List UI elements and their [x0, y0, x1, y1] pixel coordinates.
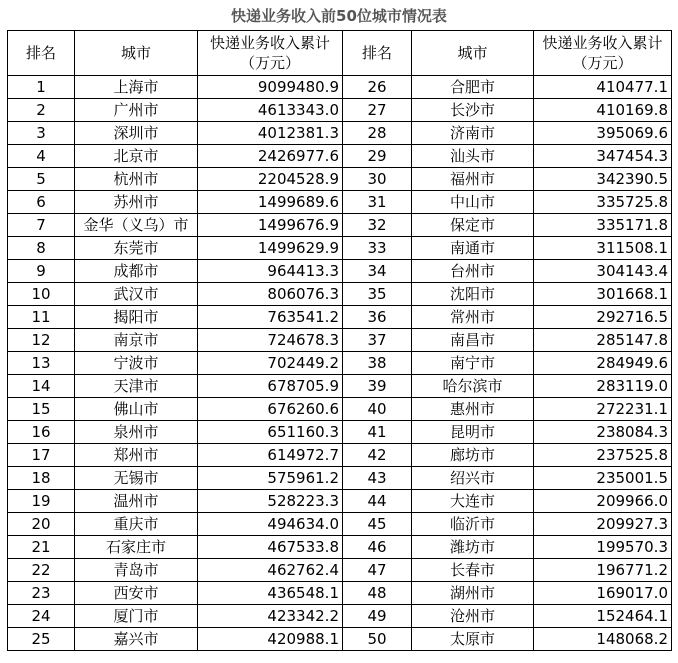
- cell-right-city: 绍兴市: [412, 467, 534, 490]
- cell-left-rank: 20: [8, 513, 75, 536]
- cell-right-value: 209927.3: [534, 513, 672, 536]
- cell-left-rank: 23: [8, 582, 75, 605]
- header-city-right: 城市: [412, 31, 534, 76]
- cell-left-value: 575961.2: [198, 467, 343, 490]
- cell-right-value: 410477.1: [534, 76, 672, 99]
- cell-right-value: 237525.8: [534, 444, 672, 467]
- cell-left-city: 佛山市: [75, 398, 198, 421]
- table-row: [8, 214, 672, 237]
- cell-left-value: 528223.3: [198, 490, 343, 513]
- cell-left-city: 深圳市: [75, 122, 198, 145]
- cell-right-city: 南通市: [412, 237, 534, 260]
- cell-left-city: 苏州市: [75, 191, 198, 214]
- cell-left-rank: 11: [8, 306, 75, 329]
- cell-left-city: 揭阳市: [75, 306, 198, 329]
- cell-right-rank: 50: [343, 628, 412, 651]
- cell-right-value: 169017.0: [534, 582, 672, 605]
- cell-right-value: 199570.3: [534, 536, 672, 559]
- cell-left-rank: 21: [8, 536, 75, 559]
- table-row: [8, 444, 672, 467]
- cell-right-value: 196771.2: [534, 559, 672, 582]
- cell-right-rank: 49: [343, 605, 412, 628]
- cell-left-rank: 2: [8, 99, 75, 122]
- cell-right-value: 272231.1: [534, 398, 672, 421]
- cell-right-value: 285147.8: [534, 329, 672, 352]
- header-city-left: 城市: [75, 31, 198, 76]
- cell-right-rank: 47: [343, 559, 412, 582]
- cell-right-rank: 38: [343, 352, 412, 375]
- table-row: [8, 122, 672, 145]
- cell-right-value: 283119.0: [534, 375, 672, 398]
- cell-right-rank: 45: [343, 513, 412, 536]
- cell-left-city: 广州市: [75, 99, 198, 122]
- cell-right-rank: 29: [343, 145, 412, 168]
- cell-left-city: 南京市: [75, 329, 198, 352]
- table-row: [8, 513, 672, 536]
- cell-left-city: 天津市: [75, 375, 198, 398]
- cell-right-value: 311508.1: [534, 237, 672, 260]
- table-row: [8, 467, 672, 490]
- cell-left-city: 石家庄市: [75, 536, 198, 559]
- header-value-line2: （万元）: [239, 54, 300, 72]
- cell-left-value: 436548.1: [198, 582, 343, 605]
- cell-left-city: 青岛市: [75, 559, 198, 582]
- cell-right-value: 235001.5: [534, 467, 672, 490]
- table-row: [8, 237, 672, 260]
- cell-right-city: 福州市: [412, 168, 534, 191]
- cell-left-value: 614972.7: [198, 444, 343, 467]
- cell-right-city: 沧州市: [412, 605, 534, 628]
- cell-left-value: 964413.3: [198, 260, 343, 283]
- cell-right-city: 惠州市: [412, 398, 534, 421]
- cell-right-rank: 48: [343, 582, 412, 605]
- cell-left-city: 嘉兴市: [75, 628, 198, 651]
- cell-left-city: 温州市: [75, 490, 198, 513]
- cell-right-value: 335725.8: [534, 191, 672, 214]
- cell-left-value: 423342.2: [198, 605, 343, 628]
- cell-left-value: 676260.6: [198, 398, 343, 421]
- cell-left-rank: 3: [8, 122, 75, 145]
- cell-right-city: 保定市: [412, 214, 534, 237]
- cell-left-rank: 24: [8, 605, 75, 628]
- header-rank-right: 排名: [343, 31, 412, 76]
- header-row: [8, 31, 672, 76]
- express-revenue-table: [7, 30, 672, 651]
- cell-left-value: 2426977.6: [198, 145, 343, 168]
- cell-left-rank: 7: [8, 214, 75, 237]
- cell-right-rank: 33: [343, 237, 412, 260]
- cell-left-city: 金华（义乌）市: [75, 214, 198, 237]
- cell-left-rank: 22: [8, 559, 75, 582]
- cell-left-rank: 12: [8, 329, 75, 352]
- table-row: [8, 306, 672, 329]
- cell-left-value: 467533.8: [198, 536, 343, 559]
- cell-right-value: 395069.6: [534, 122, 672, 145]
- cell-right-value: 209966.0: [534, 490, 672, 513]
- cell-right-city: 汕头市: [412, 145, 534, 168]
- cell-right-value: 335171.8: [534, 214, 672, 237]
- cell-left-value: 1499676.9: [198, 214, 343, 237]
- cell-right-rank: 34: [343, 260, 412, 283]
- table-row: [8, 145, 672, 168]
- cell-left-rank: 13: [8, 352, 75, 375]
- header-value-line1: 快递业务收入累计: [542, 34, 663, 52]
- cell-right-value: 347454.3: [534, 145, 672, 168]
- cell-right-rank: 37: [343, 329, 412, 352]
- cell-right-city: 长春市: [412, 559, 534, 582]
- cell-left-rank: 9: [8, 260, 75, 283]
- cell-right-city: 太原市: [412, 628, 534, 651]
- cell-right-city: 中山市: [412, 191, 534, 214]
- cell-left-rank: 15: [8, 398, 75, 421]
- table-row: [8, 260, 672, 283]
- header-value-line1: 快递业务收入累计: [209, 34, 330, 52]
- header-value-line2: （万元）: [572, 54, 633, 72]
- table-row: [8, 329, 672, 352]
- cell-left-city: 北京市: [75, 145, 198, 168]
- cell-left-city: 重庆市: [75, 513, 198, 536]
- cell-left-city: 无锡市: [75, 467, 198, 490]
- cell-right-value: 304143.4: [534, 260, 672, 283]
- cell-left-value: 4012381.3: [198, 122, 343, 145]
- table-row: [8, 559, 672, 582]
- cell-left-city: 泉州市: [75, 421, 198, 444]
- cell-left-value: 806076.3: [198, 283, 343, 306]
- cell-right-value: 410169.8: [534, 99, 672, 122]
- cell-left-rank: 17: [8, 444, 75, 467]
- cell-right-value: 152464.1: [534, 605, 672, 628]
- cell-left-value: 494634.0: [198, 513, 343, 536]
- cell-right-rank: 36: [343, 306, 412, 329]
- cell-right-rank: 31: [343, 191, 412, 214]
- cell-right-rank: 42: [343, 444, 412, 467]
- table-title: 快递业务收入前50位城市情况表: [231, 7, 447, 25]
- cell-right-value: 238084.3: [534, 421, 672, 444]
- cell-left-rank: 8: [8, 237, 75, 260]
- table-row: [8, 398, 672, 421]
- header-value-left: [198, 31, 343, 76]
- cell-left-city: 厦门市: [75, 605, 198, 628]
- cell-left-city: 东莞市: [75, 237, 198, 260]
- cell-left-city: 上海市: [75, 76, 198, 99]
- cell-left-value: 702449.2: [198, 352, 343, 375]
- cell-left-rank: 5: [8, 168, 75, 191]
- header-rank-left: 排名: [8, 31, 75, 76]
- cell-right-city: 临沂市: [412, 513, 534, 536]
- cell-right-value: 148068.2: [534, 628, 672, 651]
- cell-right-city: 南昌市: [412, 329, 534, 352]
- cell-right-city: 南宁市: [412, 352, 534, 375]
- cell-left-city: 成都市: [75, 260, 198, 283]
- table-row: [8, 628, 672, 651]
- cell-right-city: 哈尔滨市: [412, 375, 534, 398]
- cell-left-rank: 18: [8, 467, 75, 490]
- cell-right-value: 292716.5: [534, 306, 672, 329]
- cell-left-city: 西安市: [75, 582, 198, 605]
- cell-right-city: 潍坊市: [412, 536, 534, 559]
- cell-left-value: 2204528.9: [198, 168, 343, 191]
- cell-left-city: 郑州市: [75, 444, 198, 467]
- cell-left-value: 462762.4: [198, 559, 343, 582]
- cell-right-city: 沈阳市: [412, 283, 534, 306]
- table-body: [8, 76, 672, 651]
- table-row: [8, 191, 672, 214]
- cell-right-rank: 28: [343, 122, 412, 145]
- cell-right-rank: 26: [343, 76, 412, 99]
- cell-right-value: 284949.6: [534, 352, 672, 375]
- cell-left-rank: 19: [8, 490, 75, 513]
- cell-left-value: 4613343.0: [198, 99, 343, 122]
- header-value-right: [534, 31, 672, 76]
- cell-right-rank: 32: [343, 214, 412, 237]
- table-row: [8, 536, 672, 559]
- cell-left-rank: 6: [8, 191, 75, 214]
- cell-right-city: 昆明市: [412, 421, 534, 444]
- cell-left-rank: 10: [8, 283, 75, 306]
- cell-right-city: 济南市: [412, 122, 534, 145]
- cell-right-rank: 39: [343, 375, 412, 398]
- cell-right-rank: 43: [343, 467, 412, 490]
- cell-left-value: 651160.3: [198, 421, 343, 444]
- cell-left-value: 9099480.9: [198, 76, 343, 99]
- table-row: [8, 168, 672, 191]
- cell-right-value: 301668.1: [534, 283, 672, 306]
- cell-right-rank: 40: [343, 398, 412, 421]
- cell-right-city: 长沙市: [412, 99, 534, 122]
- cell-right-rank: 35: [343, 283, 412, 306]
- cell-right-city: 湖州市: [412, 582, 534, 605]
- cell-right-rank: 44: [343, 490, 412, 513]
- table-row: [8, 582, 672, 605]
- cell-right-city: 台州市: [412, 260, 534, 283]
- cell-right-rank: 27: [343, 99, 412, 122]
- cell-right-city: 常州市: [412, 306, 534, 329]
- cell-left-value: 1499689.6: [198, 191, 343, 214]
- cell-right-city: 合肥市: [412, 76, 534, 99]
- cell-left-value: 420988.1: [198, 628, 343, 651]
- cell-left-city: 宁波市: [75, 352, 198, 375]
- cell-right-rank: 30: [343, 168, 412, 191]
- table-row: [8, 490, 672, 513]
- table-row: [8, 352, 672, 375]
- cell-left-rank: 16: [8, 421, 75, 444]
- cell-right-city: 廊坊市: [412, 444, 534, 467]
- cell-left-rank: 1: [8, 76, 75, 99]
- cell-left-city: 杭州市: [75, 168, 198, 191]
- cell-right-value: 342390.5: [534, 168, 672, 191]
- table-row: [8, 605, 672, 628]
- table-row: [8, 76, 672, 99]
- cell-left-value: 1499629.9: [198, 237, 343, 260]
- cell-left-city: 武汉市: [75, 283, 198, 306]
- table-row: [8, 375, 672, 398]
- table-row: [8, 99, 672, 122]
- cell-left-rank: 4: [8, 145, 75, 168]
- cell-left-rank: 14: [8, 375, 75, 398]
- cell-left-value: 724678.3: [198, 329, 343, 352]
- cell-right-rank: 46: [343, 536, 412, 559]
- table-row: [8, 421, 672, 444]
- cell-right-city: 大连市: [412, 490, 534, 513]
- cell-left-value: 763541.2: [198, 306, 343, 329]
- cell-right-rank: 41: [343, 421, 412, 444]
- cell-left-value: 678705.9: [198, 375, 343, 398]
- table-row: [8, 283, 672, 306]
- cell-left-rank: 25: [8, 628, 75, 651]
